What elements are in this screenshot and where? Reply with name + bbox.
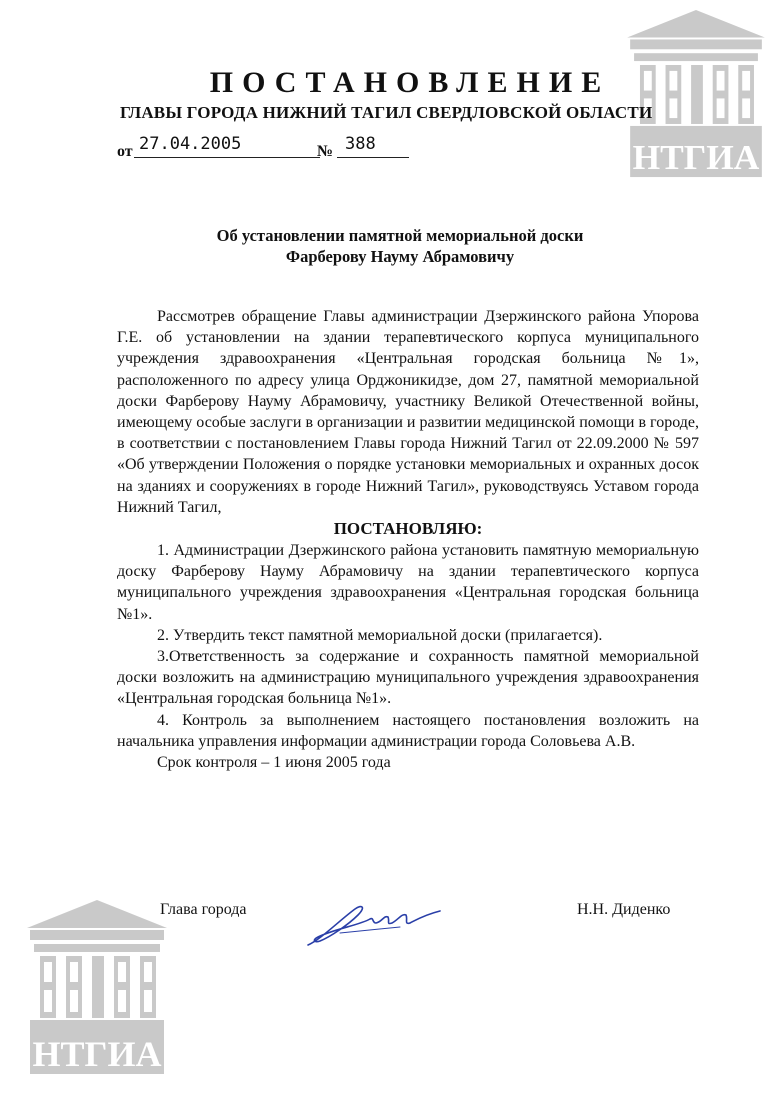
document-heading: [130, 225, 670, 267]
document-title: ПОСТАНОВЛЕНИЕ: [209, 66, 611, 99]
handwritten-signature: [300, 895, 450, 955]
intro-paragraph: Рассмотрев обращение Главы администрации Дзержинского района Упорова Г.Е. об установлении на здании терапевтического корпуса муниципального учреждения здравоохранения «Центральная городская больница №1», расположенного по адресу улица Орджоникидзе, дом 27, памятной мемориальной доски Фарберову Науму Абрамовичу, участнику Великой Отечественной войны, имеющему особые заслуги в организации и развитии медицинской помощи в городе, в соответствии с постановлением Главы города Нижний Тагил от 22.09.2000 № 597 «Об утверждении Положения о порядке установки мемориальных и охранных досок на зданиях и сооружениях в городе Нижний Тагил», руководствуясь Уставом города Нижний Тагил,: [117, 308, 699, 516]
decree-item: 4. Контроль за выполнением настоящего постановления возложить на начальника управления информации администрации города Соловьева А.В.: [117, 711, 699, 750]
document-subtitle: ГЛАВЫ ГОРОДА НИЖНИЙ ТАГИЛ СВЕРДЛОВСКОЙ ОБЛАСТИ: [120, 103, 653, 122]
decree-item: 3.Ответственность за содержание и сохранность памятной мемориальной доски возложить на администрацию муниципального учреждения здравоохранения «Центральная городская больница №1».: [117, 648, 699, 708]
svg-text:НТГИА: НТГИА: [32, 1034, 162, 1074]
number-label: №: [317, 143, 334, 160]
signatory-name: Н.Н. Диденко: [577, 901, 671, 918]
control-deadline: Срок контроля – 1 июня 2005 года: [157, 754, 391, 772]
svg-text:НТГИА: НТГИА: [632, 137, 760, 178]
decree-item: 2. Утвердить текст памятной мемориальной доски (прилагается).: [157, 626, 603, 644]
signatory-position: Глава города: [160, 901, 247, 918]
archive-building-icon: [22, 898, 172, 1076]
archive-watermark-bottom: [22, 898, 172, 1076]
date-value: 27.04.2005: [139, 134, 242, 154]
number-underline: [337, 157, 409, 158]
heading-line-2: Фарберову Науму Абрамовичу: [285, 247, 515, 266]
heading-line-1: Об установлении памятной мемориальной доски: [216, 226, 584, 245]
date-underline: [134, 157, 320, 158]
signature-icon: [300, 895, 450, 955]
decree-item: 1. Администрации Дзержинского района установить памятную мемориальную доску Фарберову Науму Абрамовичу на здании терапевтического корпуса муниципального учреждения здравоохранения «Центральная городская больница №1».: [117, 542, 699, 623]
decree-heading: ПОСТАНОВЛЯЮ:: [333, 519, 483, 539]
number-value: 388: [345, 134, 376, 154]
document-body: [117, 306, 699, 773]
date-number-line: [117, 133, 407, 163]
date-label: от: [117, 143, 133, 160]
